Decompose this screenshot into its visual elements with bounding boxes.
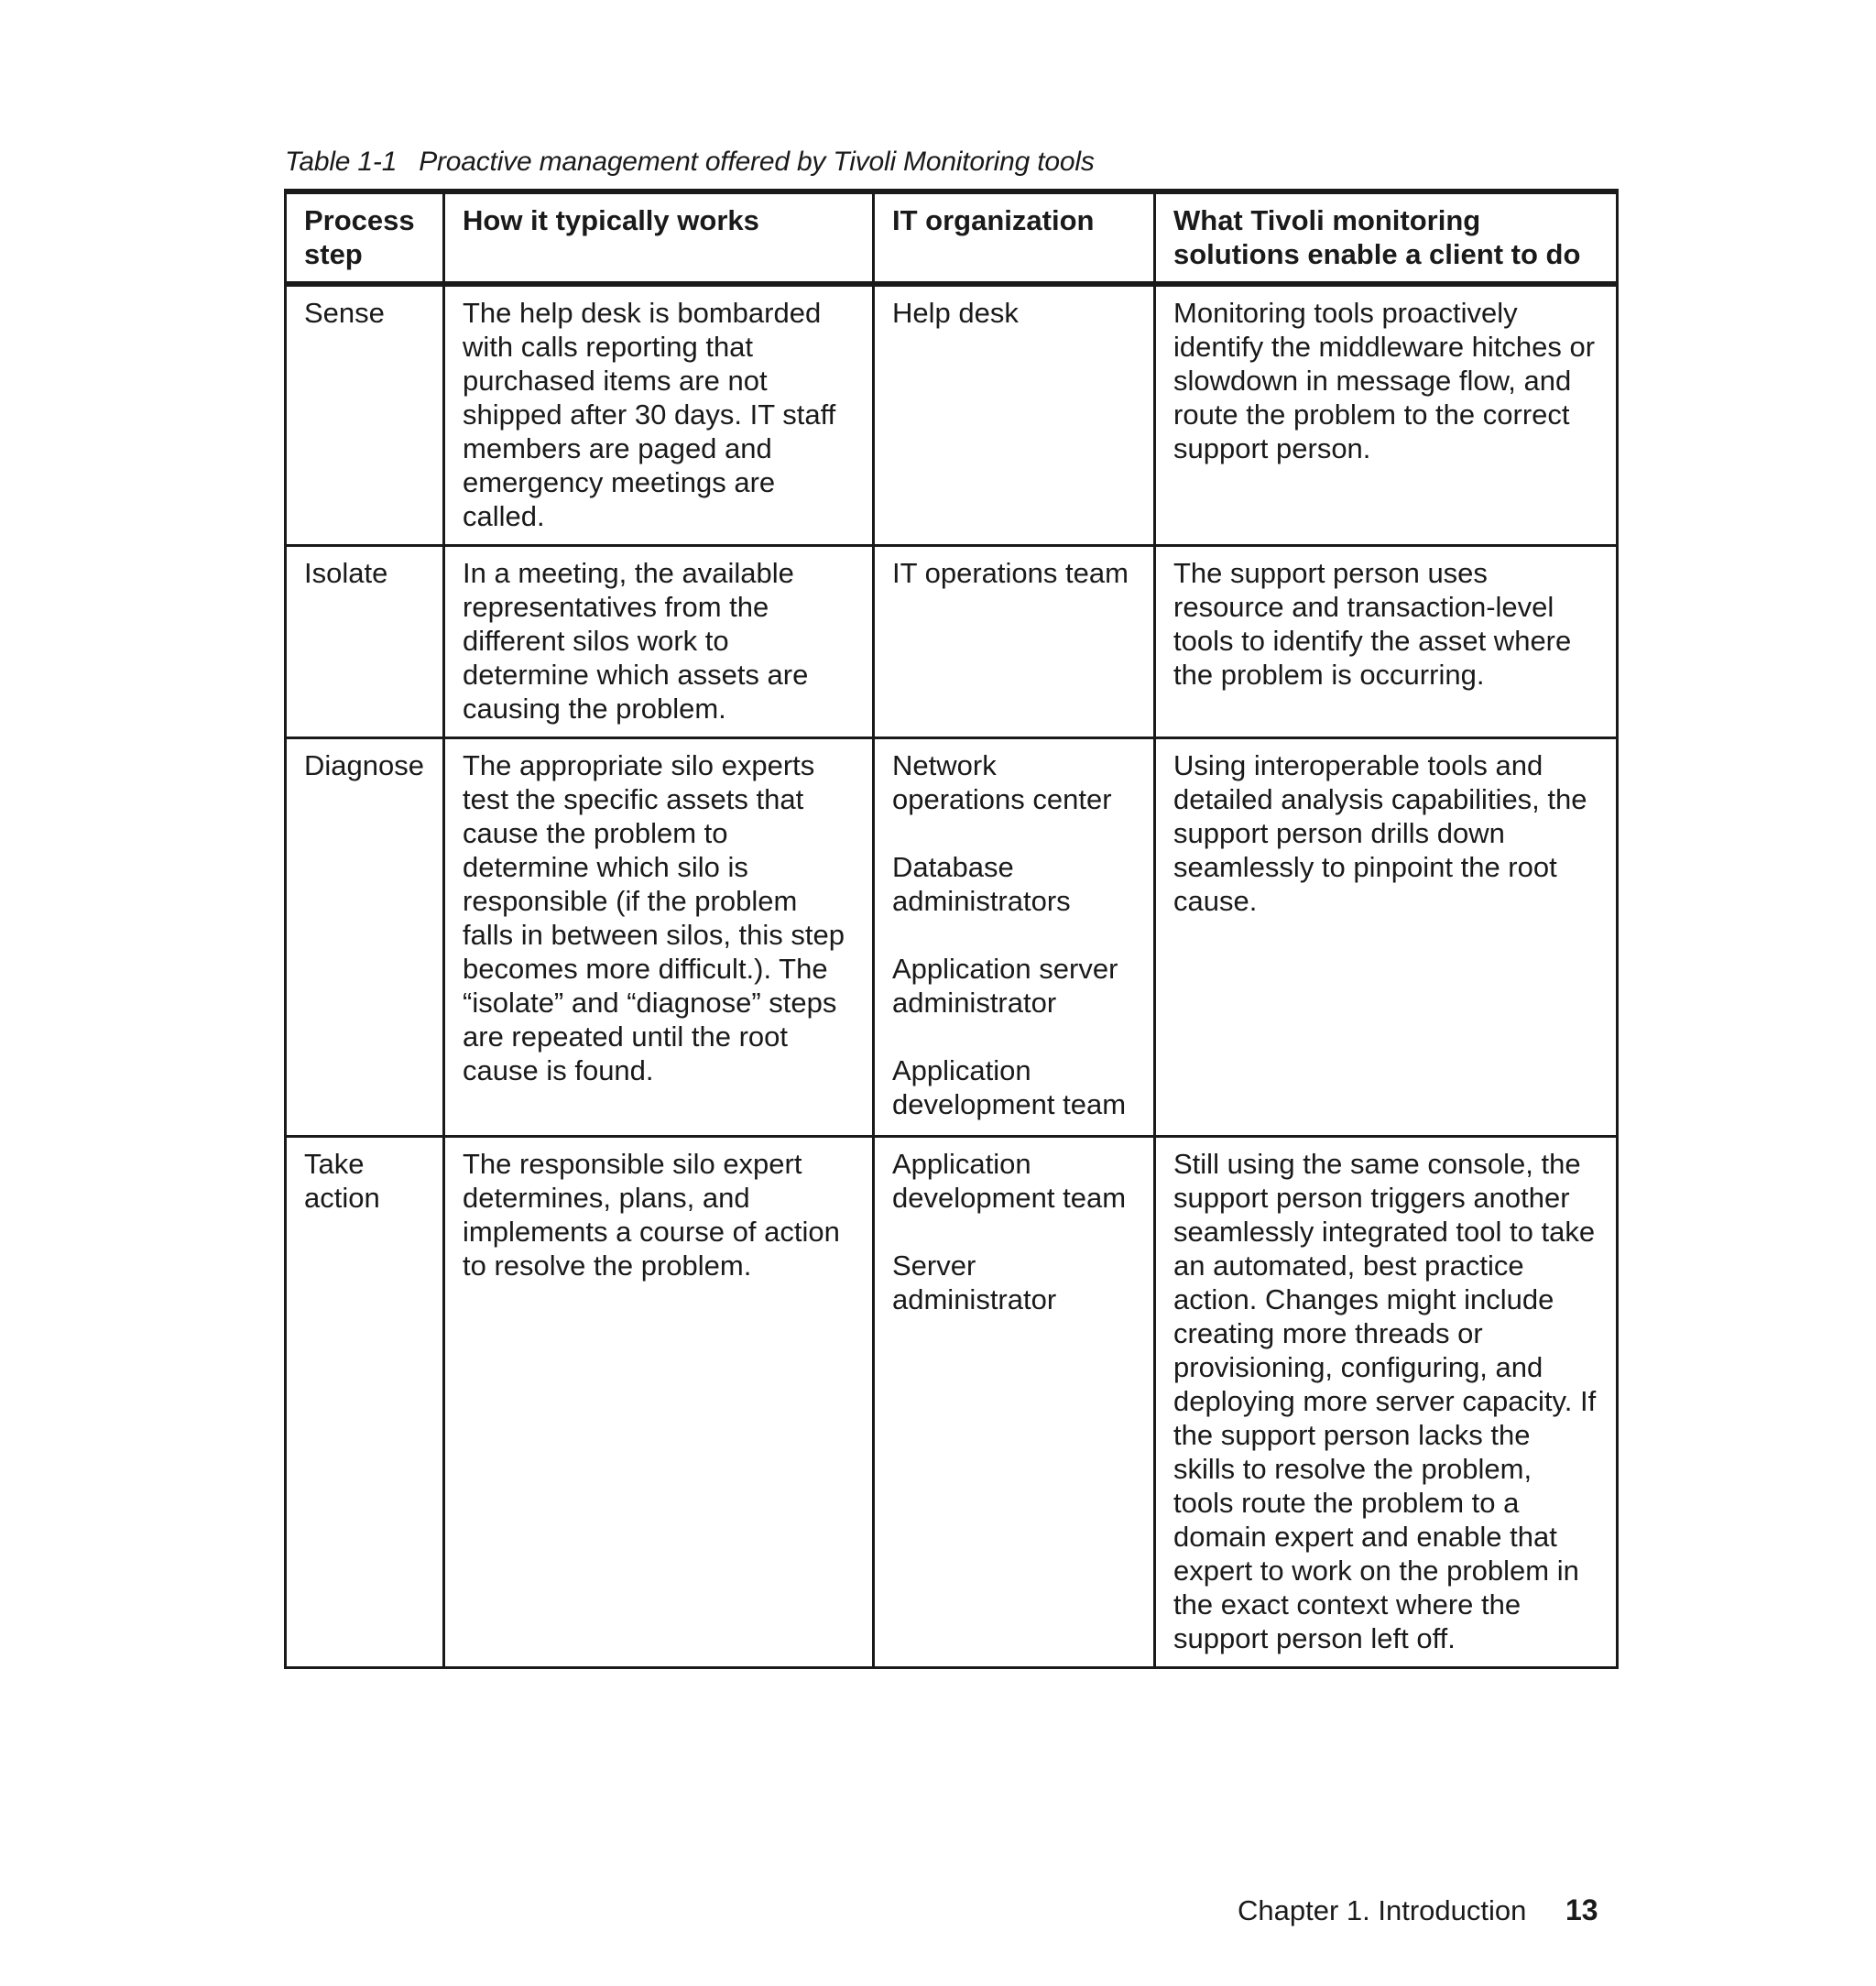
table-caption-title: Proactive management offered by Tivoli Monitoring tools — [419, 147, 1095, 177]
process-table — [284, 189, 1619, 1669]
header-how-it-works: How it typically works — [444, 191, 874, 284]
page-number: 13 — [1565, 1893, 1598, 1926]
table-caption-label: Table 1-1 — [285, 147, 398, 177]
cell-how: The appropriate silo experts test the specific assets that cause the problem to determine which silo is responsible (if the problem falls in between silos, this step becomes more difficult.). The “isolate” and “diagnose” steps are repeated until the root cause is found. — [444, 738, 874, 1137]
cell-how: The help desk is bombarded with calls reporting that purchased items are not shipped after 30 days. IT staff members are paged and emergency meetings are called. — [444, 284, 874, 546]
header-it-organization: IT organization — [874, 191, 1155, 284]
header-tivoli-enables: What Tivoli monitoring solutions enable a client to do — [1155, 191, 1618, 284]
org-entry: Network operations center — [892, 749, 1112, 815]
cell-how: The responsible silo expert determines, plans, and implements a course of action to resolve the problem. — [444, 1137, 874, 1668]
page-footer — [1238, 1893, 1598, 1927]
cell-what: Using interoperable tools and detailed analysis capabilities, the support person drills down seamlessly to pinpoint the root cause. — [1155, 738, 1618, 1137]
cell-what: Monitoring tools proactively identify the middleware hitches or slowdown in message flow, and route the problem to the correct support person. — [1155, 284, 1618, 546]
table-row — [286, 284, 1618, 546]
cell-what: Still using the same console, the support person triggers another seamlessly integrated tool to take an automated, best practice action. Changes might include creating more threads or provisioning, configuring, and deploying more server capacity. If the support person lacks the skills to resolve the problem, tools route the problem to a domain expert and enable that expert to work on the problem in the exact context where the support person left off. — [1155, 1137, 1618, 1668]
org-entry: IT operations team — [892, 557, 1129, 589]
cell-step: Diagnose — [286, 738, 444, 1137]
cell-what: The support person uses resource and transaction-level tools to identify the asset where the problem is occurring. — [1155, 546, 1618, 738]
cell-org — [874, 284, 1155, 546]
cell-org — [874, 546, 1155, 738]
table-row — [286, 738, 1618, 1137]
org-entry: Database administrators — [892, 851, 1071, 917]
cell-step: Isolate — [286, 546, 444, 738]
org-entry: Application development team — [892, 1148, 1127, 1214]
table-row — [286, 546, 1618, 738]
cell-org — [874, 1137, 1155, 1668]
org-entry: Application development team — [892, 1054, 1127, 1120]
org-entry: Application server administrator — [892, 953, 1118, 1019]
cell-step: Take action — [286, 1137, 444, 1668]
org-entry: Help desk — [892, 297, 1019, 329]
table-row — [286, 1137, 1618, 1668]
cell-how: In a meeting, the available representatives from the different silos work to determine which assets are causing the problem. — [444, 546, 874, 738]
org-entry: Server administrator — [892, 1249, 1057, 1315]
table-caption — [285, 147, 1095, 178]
cell-org — [874, 738, 1155, 1137]
chapter-title: Chapter 1. Introduction — [1238, 1894, 1527, 1926]
header-process-step: Process step — [286, 191, 444, 284]
cell-step: Sense — [286, 284, 444, 546]
table-header-row — [286, 191, 1618, 284]
